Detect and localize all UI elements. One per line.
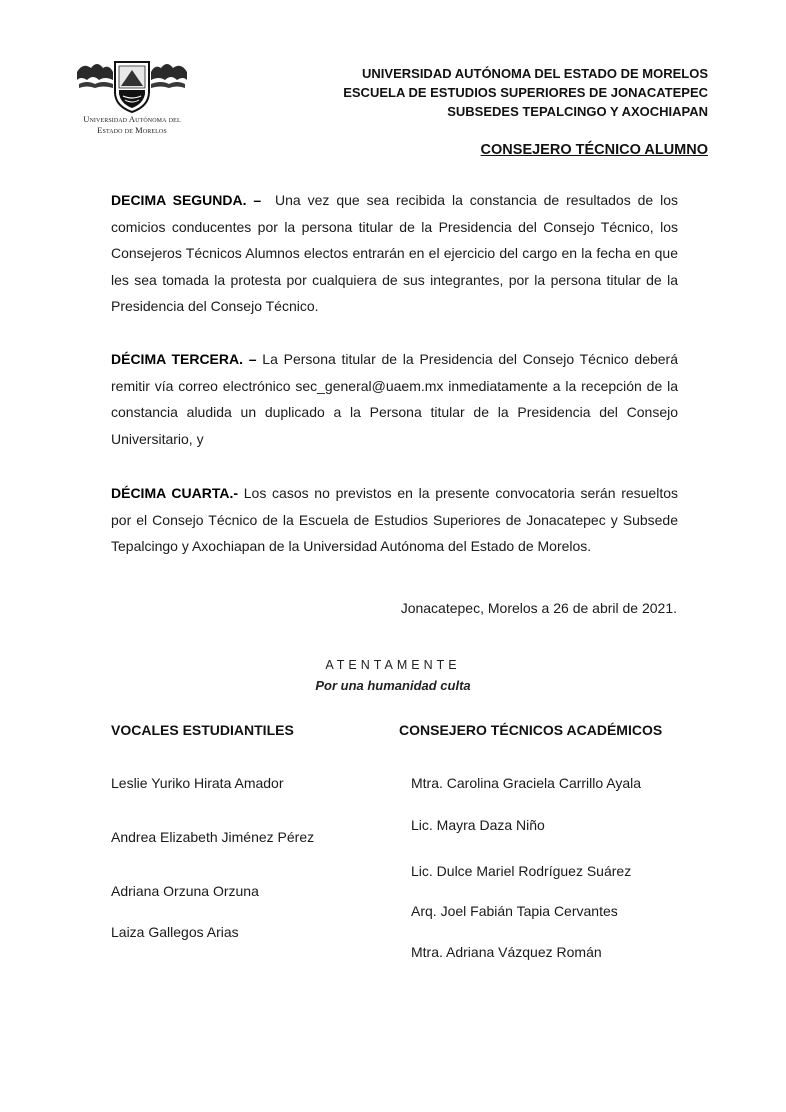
logo-caption-line1: Universidad Autónoma del [83,114,181,124]
clause-text: Una vez que sea recibida la constancia de resultados de los comicios conducentes por la persona titular de la Presidencia del Consejo Técnico, los Consejeros Técnicos Alumnos electos entrarán en el ejercicio del cargo en la fecha en que les sea tomada la protesta por cualquiera de sus integrantes, por la persona titular de la Presidencia del Consejo Técnico. [111,192,678,314]
academic-signer: Arq. Joel Fabián Tapia Cervantes [411,903,618,919]
header-university: UNIVERSIDAD AUTÓNOMA DEL ESTADO DE MORELOS [362,66,708,81]
clause-heading: DECIMA SEGUNDA. – [111,192,262,208]
students-heading: VOCALES ESTUDIANTILES [111,722,294,738]
clause-text: La Persona titular de la Presidencia del Consejo Técnico deberá remitir vía correo electrónico sec_general@uaem.mx inmediatamente a la recepción de la constancia aludida un duplicado a la Persona titular de la Presidencia del Consejo Universitario, y [111,351,678,447]
institution-header [343,64,708,121]
header-school: ESCUELA DE ESTUDIOS SUPERIORES DE JONACATEPEC [343,85,708,100]
closing-attentively: ATENTAMENTE [325,658,461,672]
academic-signer: Lic. Mayra Daza Niño [411,817,545,833]
clause-decima-segunda [111,187,678,320]
academic-signer: Lic. Dulce Mariel Rodríguez Suárez [411,863,632,879]
student-signer: Adriana Orzuna Orzuna [111,883,259,899]
academic-signer: Mtra. Adriana Vázquez Román [411,944,602,960]
council-title: CONSEJERO TÉCNICO ALUMNO [480,142,708,158]
academics-heading: CONSEJERO TÉCNICOS ACADÉMICOS [399,722,663,738]
clause-heading: DÉCIMA CUARTA.- [111,485,239,501]
clause-decima-cuarta [111,480,678,560]
student-signer: Leslie Yuriko Hirata Amador [111,775,284,791]
logo-caption-line2: Estado de Morelos [97,125,167,135]
university-crest-icon [73,58,191,114]
closing-motto: Por una humanidad culta [315,678,471,693]
clause-decima-tercera [111,346,678,452]
header-subsites: SUBSEDES TEPALCINGO Y AXOCHIAPAN [447,104,708,119]
clause-text: Los casos no previstos en la presente convocatoria serán resueltos por el Consejo Técnico de la Escuela de Estudios Superiores de Jonacatepec y Subsede Tepalcingo y Axochiapan de la Universidad Autónoma del Estado de Morelos. [111,485,679,554]
academic-signer: Mtra. Carolina Graciela Carrillo Ayala [411,775,642,791]
student-signer: Andrea Elizabeth Jiménez Pérez [111,829,315,845]
clause-heading: DÉCIMA TERCERA. – [111,351,257,367]
student-signer: Laiza Gallegos Arias [111,924,239,940]
place-date: Jonacatepec, Morelos a 26 de abril de 2021. [400,600,677,616]
university-logo [70,58,194,136]
